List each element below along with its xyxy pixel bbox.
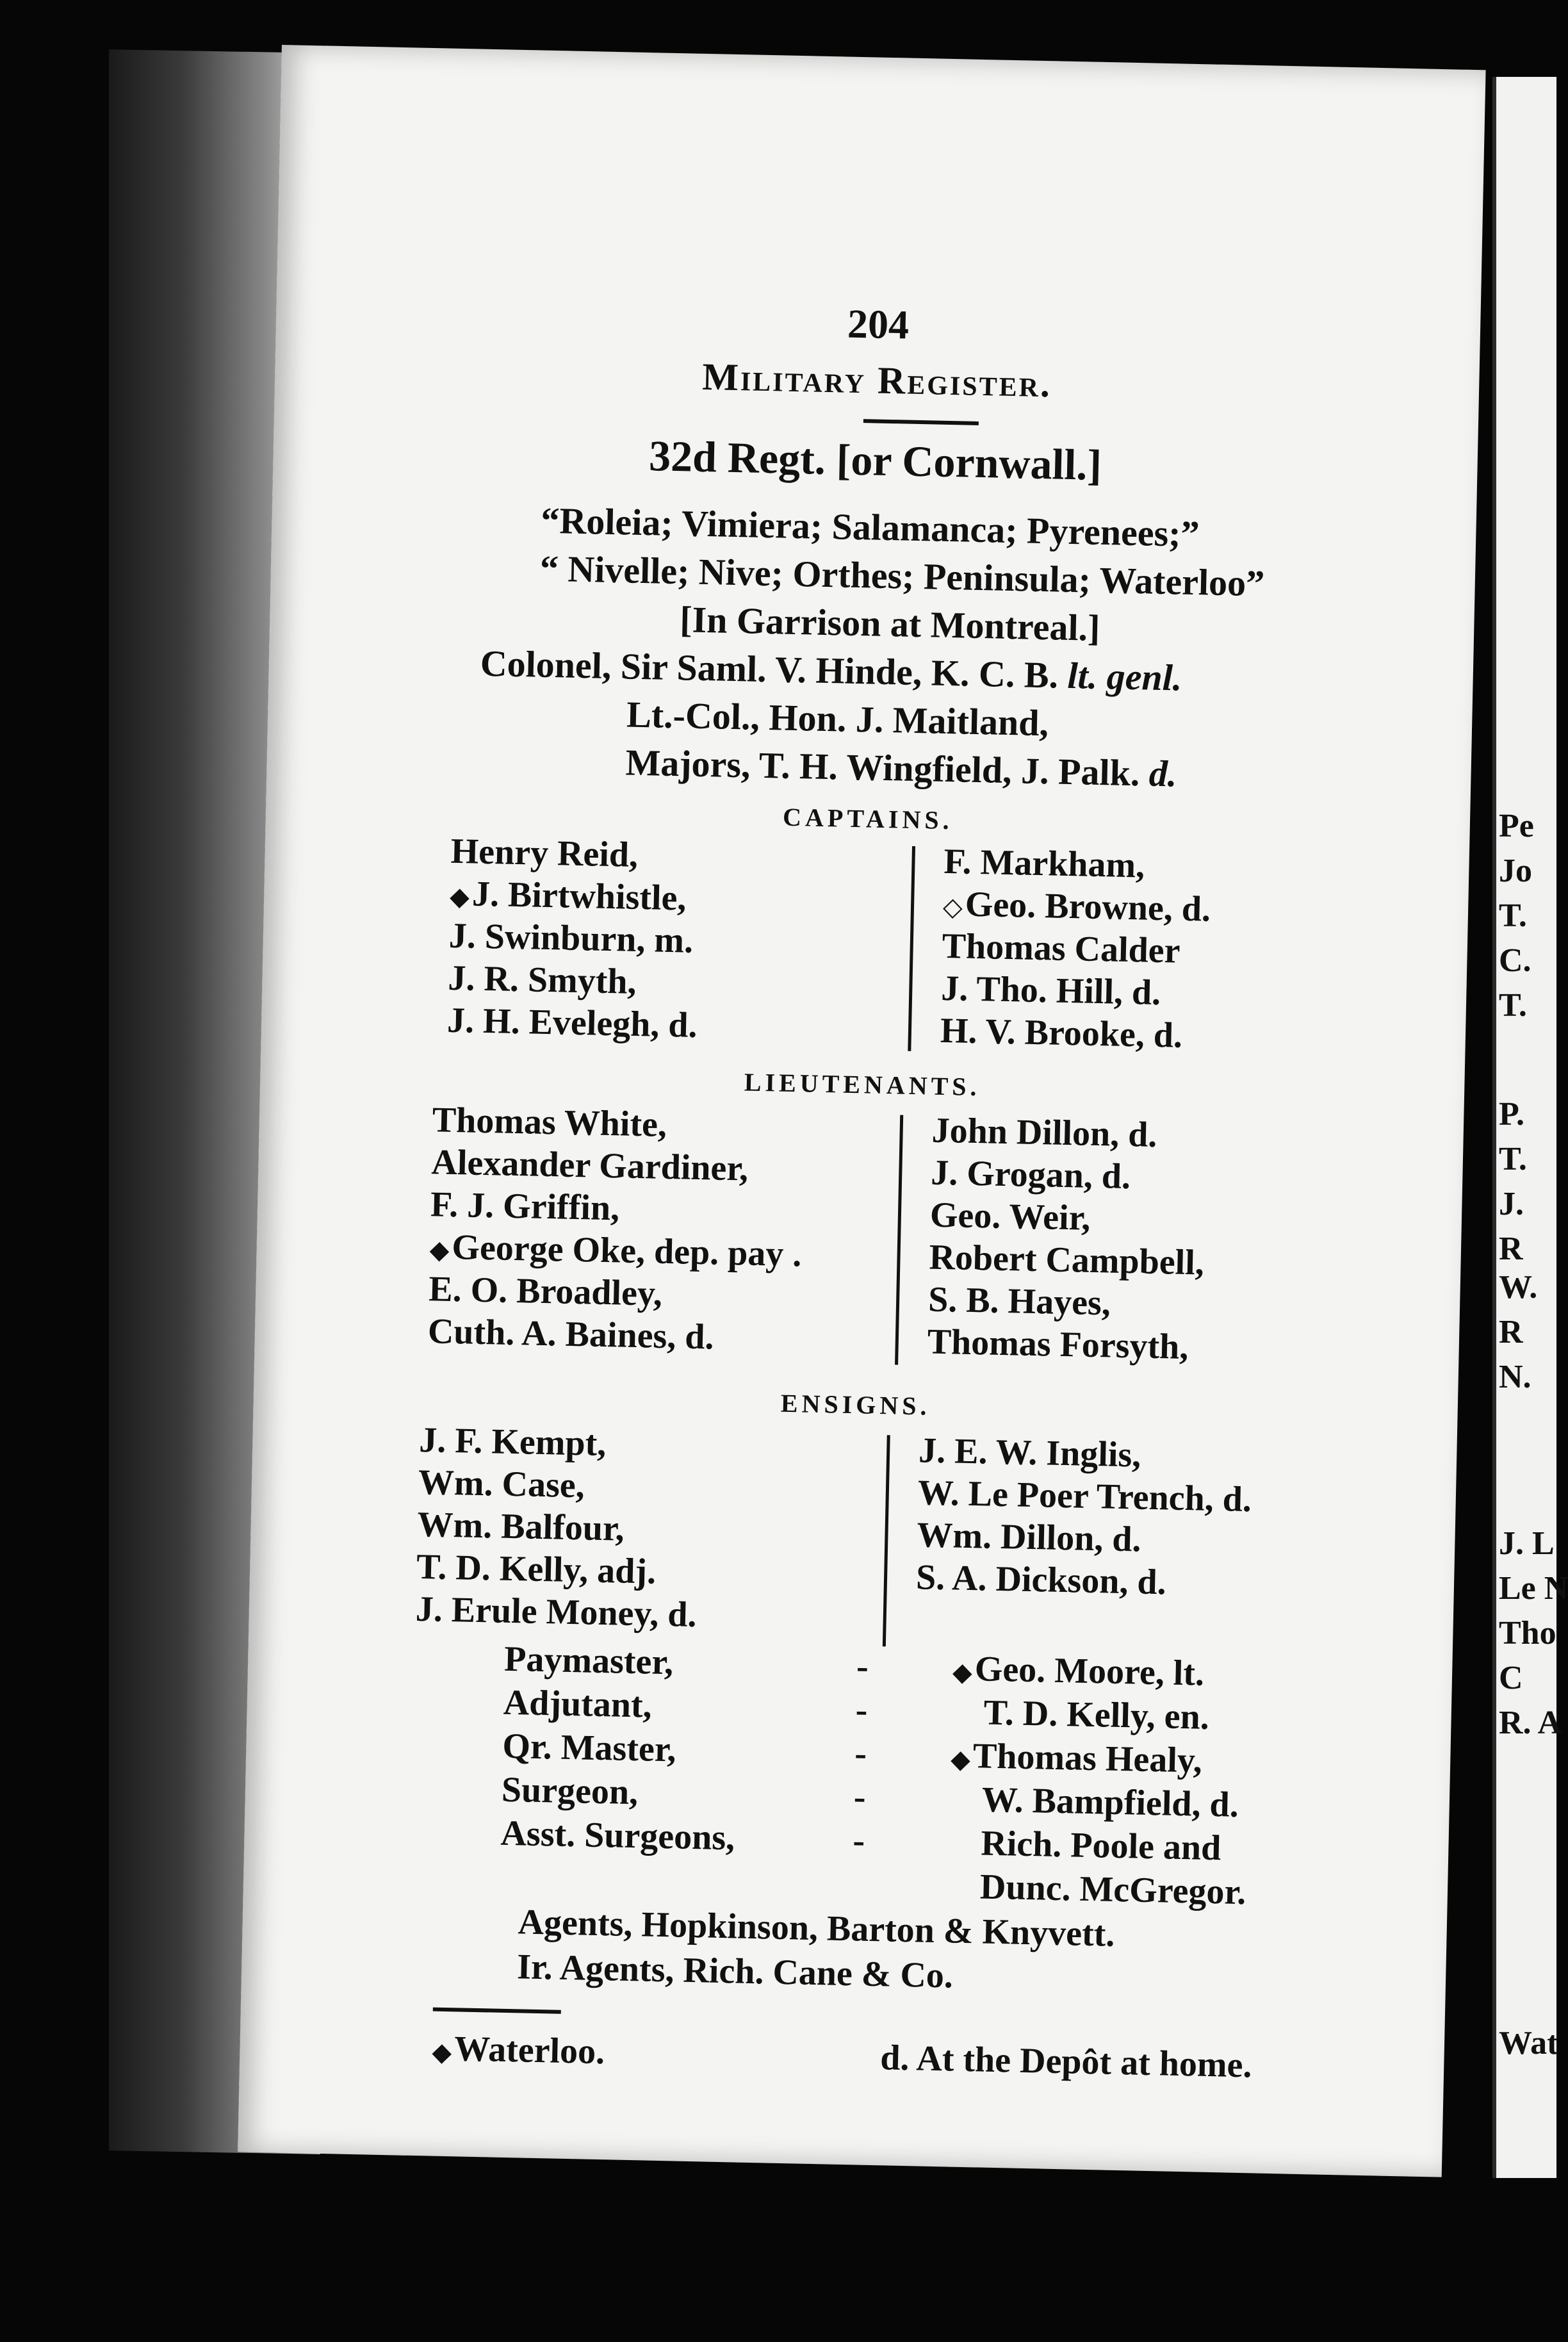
- colonel-label: Colonel,: [480, 642, 612, 687]
- leader-dash: -: [853, 1777, 867, 1817]
- page-number: 204: [847, 300, 910, 348]
- dept-holder: Dunc. McGregor.: [979, 1867, 1246, 1913]
- lieutenant-entry: Robert Campbell,: [928, 1237, 1205, 1283]
- diamond-icon: ◆: [431, 2037, 452, 2067]
- ensigns-right-column: [915, 1429, 1253, 1605]
- lieutenant-entry: Alexander Gardiner,: [430, 1142, 749, 1189]
- captain-entry: Thomas Calder: [942, 926, 1181, 971]
- garrison-note: [In Garrison at Montreal.]: [679, 598, 1101, 649]
- captains-heading: CAPTAINS.: [782, 802, 954, 835]
- ensign-entry: T. D. Kelly, adj.: [416, 1546, 657, 1592]
- lieutenant-entry: Cuth. A. Baines, d.: [427, 1311, 715, 1357]
- colonel-note: lt. genl.: [1066, 654, 1183, 699]
- lieutenants-left-column: [427, 1099, 804, 1360]
- battle-honours-line: “ Nivelle; Nive; Orthes; Peninsula; Waterloo”: [539, 547, 1265, 605]
- facing-text: J. L: [1499, 1525, 1555, 1562]
- facing-text: T.: [1499, 897, 1527, 934]
- ensign-entry: J. Erule Money, d.: [415, 1589, 698, 1635]
- facing-text: N.: [1499, 1359, 1531, 1395]
- captains-left-column: [446, 830, 701, 1047]
- dept-role: Adjutant,: [503, 1682, 653, 1726]
- captain-entry: F. Markham,: [943, 841, 1145, 886]
- leader-dash: -: [856, 1646, 869, 1687]
- diamond-icon: ◆: [449, 881, 470, 912]
- ltcol-line: [626, 693, 1049, 745]
- lieutenant-entry: Thomas Forsyth,: [927, 1322, 1189, 1368]
- leader-dash: -: [852, 1821, 865, 1861]
- facing-text: Jo: [1499, 853, 1532, 889]
- facing-text: C.: [1499, 942, 1531, 979]
- captain-entry: H. V. Brooke, d.: [940, 1010, 1183, 1056]
- majors-line: [625, 741, 1177, 795]
- ensign-entry: W. Le Poer Trench, d.: [917, 1473, 1252, 1520]
- lieutenant-entry: Geo. Weir,: [929, 1195, 1091, 1238]
- lieutenants-heading: LIEUTENANTS.: [744, 1067, 981, 1102]
- diamond-icon: ◇: [942, 892, 963, 922]
- facing-text: R: [1499, 1314, 1523, 1350]
- diamond-icon: ◆: [429, 1235, 450, 1265]
- leader-dash: -: [854, 1733, 867, 1774]
- facing-text: C: [1499, 1660, 1523, 1696]
- battle-honours-line: “Roleia; Vimiera; Salamanca; Pyrenees;”: [540, 499, 1200, 555]
- captain-entry: Henry Reid,: [450, 831, 639, 875]
- dept-role: Surgeon,: [501, 1769, 639, 1813]
- ltcol-label: Lt.-Col.,: [626, 693, 760, 738]
- majors-names: T. H. Wingfield, J. Palk.: [758, 744, 1141, 794]
- ltcol-name: Hon. J. Maitland,: [768, 696, 1049, 744]
- leader-dash: -: [855, 1690, 869, 1730]
- ensign-entry: J. F. Kempt,: [418, 1420, 607, 1464]
- ensign-entry: Wm. Dillon, d.: [916, 1515, 1142, 1560]
- diamond-icon: ◆: [952, 1657, 973, 1687]
- dept-role: Qr. Master,: [502, 1726, 677, 1770]
- facing-text: R: [1499, 1231, 1523, 1267]
- dept-holder: T. D. Kelly, en.: [983, 1692, 1210, 1737]
- ensign-entry: S. A. Dickson, d.: [915, 1557, 1167, 1603]
- majors-note: d.: [1148, 752, 1178, 795]
- captain-entry: J. H. Evelegh, d.: [446, 1000, 698, 1045]
- running-head: Military Register.: [701, 355, 1052, 405]
- facing-page-fragment: [1492, 77, 1568, 2178]
- ensigns-heading: ENSIGNS.: [780, 1388, 931, 1421]
- captain-entry: ◇Geo. Browne, d.: [942, 884, 1211, 929]
- agents-line: Agents, Hopkinson, Barton & Knyvett.: [518, 1902, 1116, 1954]
- dept-role: Asst. Surgeons,: [500, 1813, 735, 1858]
- ir-agents-line: Ir. Agents, Rich. Cane & Co.: [516, 1947, 954, 1996]
- ensign-entry: Wm. Case,: [418, 1462, 585, 1506]
- register-page: [238, 45, 1485, 2177]
- dept-holder: ◆Thomas Healy,: [950, 1736, 1203, 1781]
- facing-text: Tho: [1499, 1615, 1556, 1651]
- diamond-icon: ◆: [950, 1744, 971, 1774]
- footnote-rule: [433, 2008, 561, 2014]
- facing-text: T.: [1499, 1141, 1527, 1177]
- dept-holder: ◆Geo. Moore, lt.: [952, 1649, 1205, 1694]
- lieutenant-entry: ◆George Oke, dep. pay .: [429, 1227, 803, 1275]
- dept-role: Paymaster,: [503, 1639, 674, 1683]
- lieutenant-entry: E. O. Broadley,: [428, 1269, 663, 1314]
- captain-entry: J. R. Smyth,: [447, 958, 637, 1002]
- facing-text: T.: [1499, 987, 1527, 1024]
- colonel-name: Sir Saml. V. Hinde, K. C. B.: [620, 645, 1059, 696]
- facing-text: W.: [1499, 1269, 1538, 1306]
- captains-right-column: [940, 840, 1212, 1058]
- column-divider: [883, 1435, 890, 1646]
- facing-text: R. A: [1499, 1705, 1562, 1741]
- lieutenant-entry: F. J. Griffin,: [430, 1184, 620, 1229]
- regiment-title: 32d Regt. [or Cornwall.]: [648, 431, 1102, 489]
- lieutenant-entry: Thomas White,: [432, 1100, 667, 1145]
- ensign-entry: Wm. Balfour,: [417, 1504, 625, 1549]
- column-divider: [895, 1115, 903, 1365]
- lieutenants-right-column: [927, 1110, 1207, 1369]
- ensigns-left-column: [415, 1419, 701, 1636]
- facing-text: J.: [1499, 1186, 1524, 1222]
- dept-holder: W. Bampfield, d.: [981, 1780, 1239, 1825]
- facing-text: Le N: [1499, 1570, 1568, 1607]
- footnote-depot: d. At the Depôt at home.: [879, 2038, 1253, 2086]
- majors-label: Majors,: [625, 741, 751, 786]
- head-rule: [863, 419, 979, 425]
- ensign-entry: J. E. W. Inglis,: [918, 1430, 1141, 1475]
- facing-text: Wat: [1499, 2025, 1558, 2061]
- captain-entry: J. Tho. Hill, d.: [940, 968, 1161, 1013]
- facing-text: Pe: [1499, 808, 1534, 844]
- column-divider: [908, 846, 915, 1051]
- facing-text: P.: [1499, 1096, 1524, 1133]
- footnote-waterloo: ◆Waterloo.: [431, 2029, 605, 2072]
- dept-holder: Rich. Poole and: [980, 1823, 1221, 1869]
- lieutenant-entry: S. B. Hayes,: [927, 1279, 1111, 1323]
- colonel-line: [480, 642, 1182, 700]
- lieutenant-entry: John Dillon, d.: [931, 1110, 1158, 1155]
- captain-entry: J. Swinburn, m.: [448, 915, 694, 961]
- lieutenant-entry: J. Grogan, d.: [930, 1152, 1131, 1197]
- captain-entry: ◆J. Birtwhistle,: [449, 874, 687, 919]
